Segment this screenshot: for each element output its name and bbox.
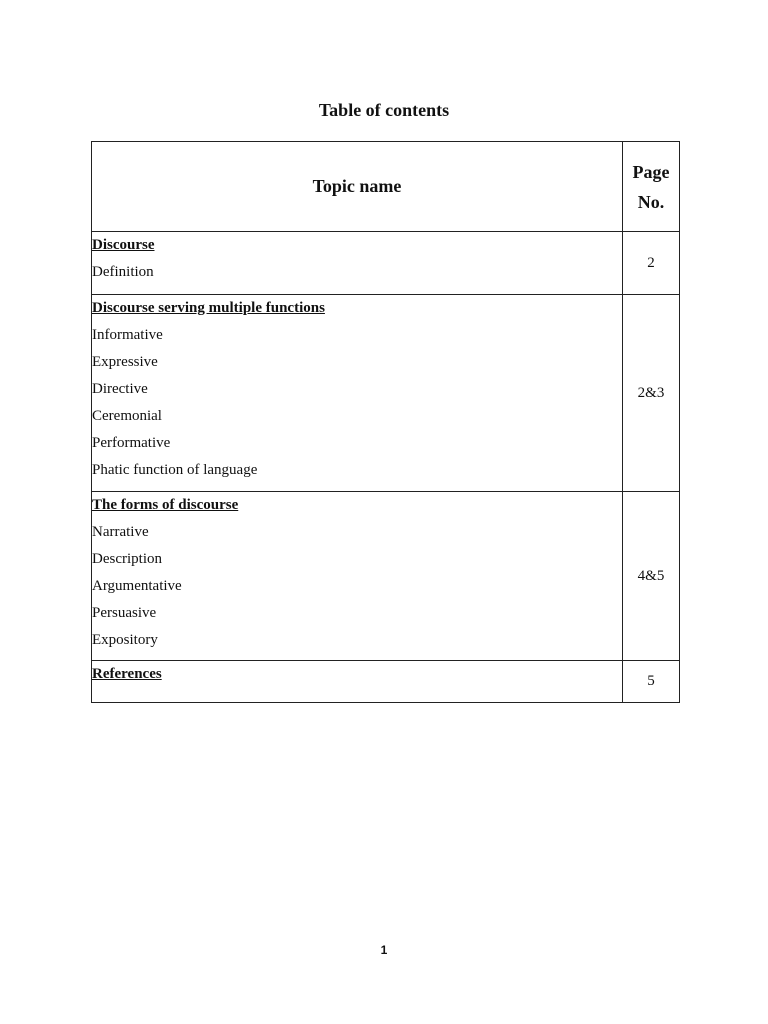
- list-item: Argumentative: [92, 578, 182, 594]
- page-title: Table of contents: [318, 100, 450, 120]
- page-header-line-2: No.: [637, 191, 665, 212]
- list-item: Performative: [92, 435, 171, 451]
- topic-name-header: Topic name: [92, 142, 623, 232]
- section-heading: Discourse serving multiple functions: [92, 300, 325, 316]
- page-number: 1: [380, 943, 388, 957]
- list-item: Narrative: [92, 524, 149, 540]
- list-item: Persuasive: [92, 605, 157, 621]
- section-heading: Discourse: [92, 237, 155, 253]
- list-item: Phatic function of language: [92, 462, 258, 478]
- list-item: Directive: [92, 381, 148, 397]
- list-item: Expressive: [92, 354, 158, 370]
- topic-cell: [92, 492, 623, 661]
- topic-cell: [92, 232, 623, 295]
- header-row: [92, 142, 680, 232]
- page-cell: 5: [623, 661, 680, 703]
- page-header-line-1: Page: [632, 161, 670, 182]
- table-row: [92, 232, 680, 295]
- page-cell: 2&3: [623, 295, 680, 492]
- table-row: [92, 295, 680, 492]
- table-row: [92, 661, 680, 703]
- list-item: Ceremonial: [92, 408, 162, 424]
- page-cell: 4&5: [623, 492, 680, 661]
- topic-cell: [92, 661, 623, 703]
- list-item: Informative: [92, 327, 163, 343]
- page-cell: 2: [623, 232, 680, 295]
- table-of-contents: [91, 141, 680, 703]
- list-item: Description: [92, 551, 162, 567]
- page-number-header: [623, 142, 680, 232]
- list-item: Definition: [92, 264, 154, 280]
- list-item: Expository: [92, 632, 158, 648]
- table-row: [92, 492, 680, 661]
- section-heading: The forms of discourse: [92, 497, 239, 513]
- topic-cell: [92, 295, 623, 492]
- section-heading: References: [92, 666, 162, 682]
